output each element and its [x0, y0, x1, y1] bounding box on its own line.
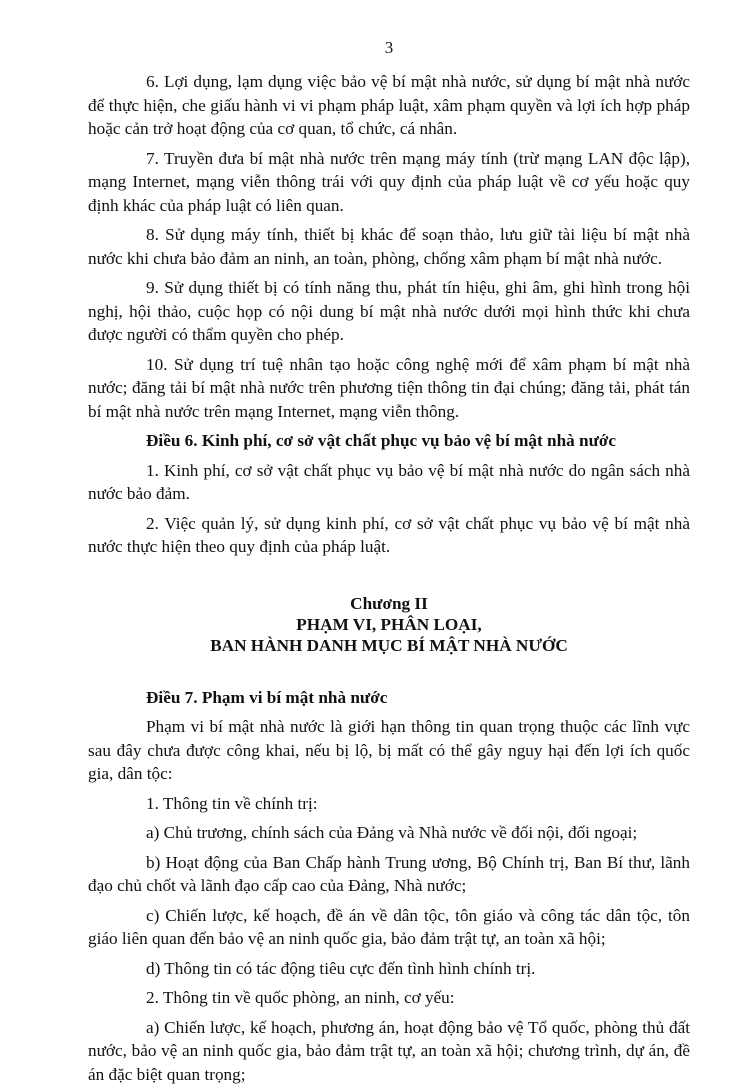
- page-number: 3: [88, 38, 690, 58]
- paragraph-item-6: 6. Lợi dụng, lạm dụng việc bảo vệ bí mật nhà nước, sử dụng bí mật nhà nước để thực hiện, che giấu hành vi vi phạm pháp luật, xâm phạm quyền và lợi ích hợp pháp hoặc cản trở hoạt động của cơ quan, tổ chức, cá nhân.: [88, 70, 690, 141]
- article-6-title: Điều 6. Kinh phí, cơ sở vật chất phục vụ bảo vệ bí mật nhà nước: [88, 429, 690, 453]
- article-7-clause-1a: a) Chủ trương, chính sách của Đảng và Nhà nước về đối nội, đối ngoại;: [88, 821, 690, 845]
- chapter-heading: [88, 593, 690, 656]
- article-6-clause-2: 2. Việc quản lý, sử dụng kinh phí, cơ sở vật chất phục vụ bảo vệ bí mật nhà nước thực hiện theo quy định của pháp luật.: [88, 512, 690, 559]
- article-7-title: Điều 7. Phạm vi bí mật nhà nước: [88, 686, 690, 710]
- article-7-clause-1: 1. Thông tin về chính trị:: [88, 792, 690, 816]
- article-6-clause-1: 1. Kinh phí, cơ sở vật chất phục vụ bảo vệ bí mật nhà nước do ngân sách nhà nước bảo đảm.: [88, 459, 690, 506]
- paragraph-item-10: 10. Sử dụng trí tuệ nhân tạo hoặc công nghệ mới để xâm phạm bí mật nhà nước; đăng tải bí mật nhà nước trên phương tiện thông tin đại chúng; đăng tải, phát tán bí mật nhà nước trên mạng Internet, mạng viễn thông.: [88, 353, 690, 424]
- chapter-title-line-1: PHẠM VI, PHÂN LOẠI,: [88, 614, 690, 635]
- article-7-intro: Phạm vi bí mật nhà nước là giới hạn thông tin quan trọng thuộc các lĩnh vực sau đây chưa được công khai, nếu bị lộ, bị mất có thể gây nguy hại đến lợi ích quốc gia, dân tộc:: [88, 715, 690, 786]
- paragraph-item-8: 8. Sử dụng máy tính, thiết bị khác để soạn thảo, lưu giữ tài liệu bí mật nhà nước khi chưa bảo đảm an ninh, an toàn, phòng, chống xâm phạm bí mật nhà nước.: [88, 223, 690, 270]
- article-7-clause-1d: d) Thông tin có tác động tiêu cực đến tình hình chính trị.: [88, 957, 690, 981]
- chapter-title-line-2: BAN HÀNH DANH MỤC BÍ MẬT NHÀ NƯỚC: [88, 635, 690, 656]
- chapter-number: Chương II: [88, 593, 690, 614]
- article-7-clause-1c: c) Chiến lược, kế hoạch, đề án về dân tộc, tôn giáo và công tác dân tộc, tôn giáo liên quan đến bảo vệ an ninh quốc gia, bảo đảm trật tự, an toàn xã hội;: [88, 904, 690, 951]
- article-7-clause-2: 2. Thông tin về quốc phòng, an ninh, cơ yếu:: [88, 986, 690, 1010]
- article-7-clause-1b: b) Hoạt động của Ban Chấp hành Trung ương, Bộ Chính trị, Ban Bí thư, lãnh đạo chủ chốt và lãnh đạo cấp cao của Đảng, Nhà nước;: [88, 851, 690, 898]
- paragraph-item-9: 9. Sử dụng thiết bị có tính năng thu, phát tín hiệu, ghi âm, ghi hình trong hội nghị, hội thảo, cuộc họp có nội dung bí mật nhà nước dưới mọi hình thức khi chưa được người có thẩm quyền cho phép.: [88, 276, 690, 347]
- article-7-clause-2a: a) Chiến lược, kế hoạch, phương án, hoạt động bảo vệ Tổ quốc, phòng thủ đất nước, bảo vệ an ninh quốc gia, bảo đảm trật tự, an toàn xã hội; chương trình, dự án, đề án đặc biệt quan trọng;: [88, 1016, 690, 1086]
- paragraph-item-7: 7. Truyền đưa bí mật nhà nước trên mạng máy tính (trừ mạng LAN độc lập), mạng Internet, mạng viễn thông trái với quy định của pháp luật về cơ yếu hoặc quy định khác của pháp luật có liên quan.: [88, 147, 690, 218]
